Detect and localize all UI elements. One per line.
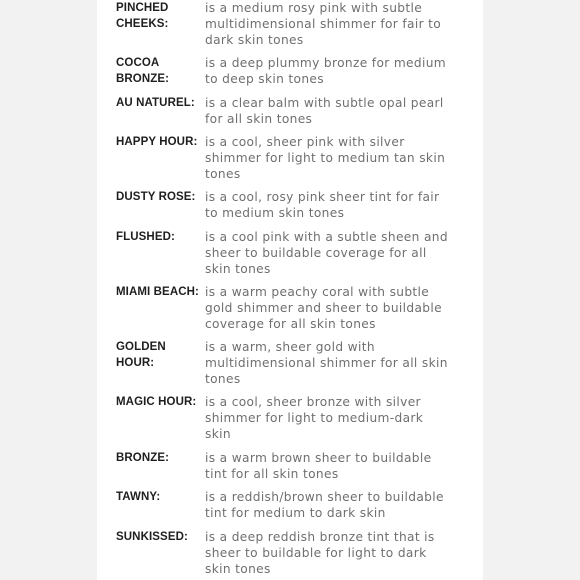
- shade-description: is a cool, rosy pink sheer tint for fair to medium skin tones: [205, 190, 440, 220]
- shade-description: is a cool pink with a subtle sheen and sheer to buildable coverage for all skin tones: [205, 230, 448, 276]
- shade-description: is a warm brown sheer to buildable tint for all skin tones: [205, 451, 432, 481]
- shade-description: is a clear balm with subtle opal pearl for all skin tones: [205, 96, 444, 126]
- shade-description-list: [97, 0, 483, 580]
- shade-description: is a deep reddish bronze tint that is sheer to buildable for light to dark skin tones: [205, 530, 435, 576]
- shade-name: MIAMI BEACH:: [116, 286, 199, 298]
- shade-description: is a warm peachy coral with subtle gold shimmer and sheer to buildable coverage for all skin tones: [205, 285, 442, 331]
- shade-name: GOLDEN HOUR:: [116, 341, 166, 369]
- shade-name: TAWNY:: [116, 491, 161, 503]
- shade-name: MAGIC HOUR:: [116, 396, 197, 408]
- shade-description: is a cool, sheer bronze with silver shimmer for light to medium-dark skin: [205, 395, 424, 441]
- shade-name: SUNKISSED:: [116, 531, 188, 543]
- shade-name: HAPPY HOUR:: [116, 136, 198, 148]
- shade-description: is a cool, sheer pink with silver shimmer for light to medium tan skin tones: [205, 135, 446, 181]
- shade-name: COCOA BRONZE:: [116, 57, 170, 85]
- shade-name: AU NATUREL:: [116, 97, 195, 109]
- shade-name: PINCHED CHEEKS:: [116, 2, 169, 30]
- shade-description: is a medium rosy pink with subtle multidimensional shimmer for fair to dark skin tones: [205, 1, 442, 47]
- shade-description: is a deep plummy bronze for medium to deep skin tones: [205, 56, 447, 86]
- shade-description: is a warm, sheer gold with multidimensional shimmer for all skin tones: [205, 340, 448, 386]
- shade-name: FLUSHED:: [116, 231, 175, 243]
- shade-name: BRONZE:: [116, 452, 170, 464]
- shade-description: is a reddish/brown sheer to buildable tint for medium to dark skin: [205, 490, 444, 520]
- shade-name: DUSTY ROSE:: [116, 191, 196, 203]
